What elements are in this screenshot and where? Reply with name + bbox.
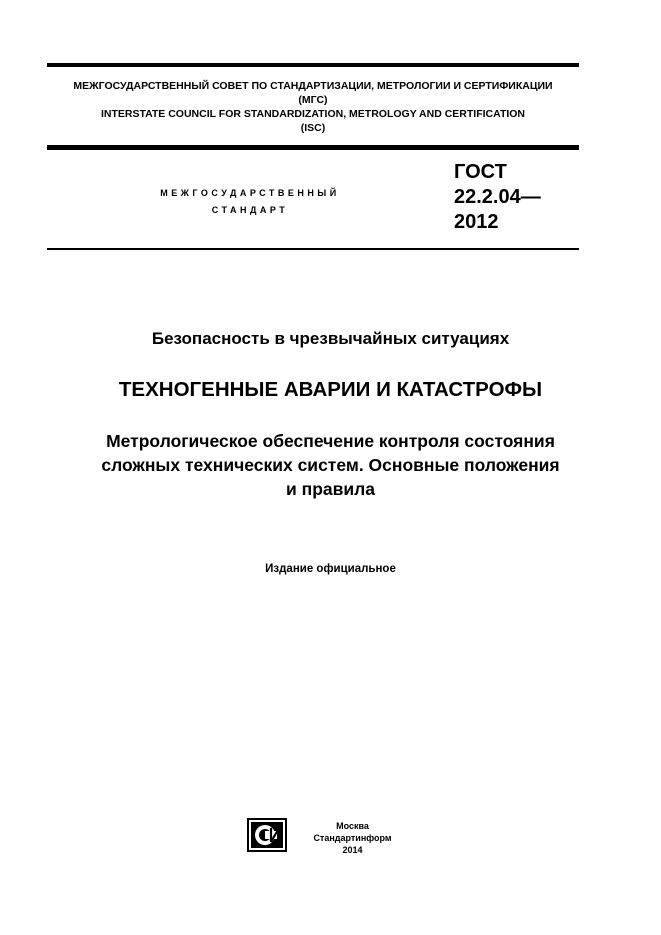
council-abbr-en: (ISC) — [300, 122, 326, 134]
top-rule — [47, 63, 579, 67]
designation-year: 2012 — [454, 211, 499, 233]
document-title: ТЕХНОГЕННЫЕ АВАРИИ И КАТАСТРОФЫ — [118, 378, 543, 401]
description-line3: и правила — [286, 479, 375, 499]
edition-label: Издание официальное — [265, 563, 396, 575]
standard-type-line2: СТАНДАРТ — [211, 205, 289, 215]
bottom-rule — [47, 248, 579, 250]
description-line2: сложных технических систем. Основные положения — [101, 455, 560, 475]
standard-type-line1: МЕЖГОСУДАРСТВЕННЫЙ — [160, 188, 340, 198]
publisher-year: 2014 — [342, 845, 363, 855]
council-abbr-ru: (МГС) — [298, 94, 328, 106]
council-header — [47, 79, 579, 135]
publisher-name: Стандартинформ — [313, 833, 392, 843]
publisher-block — [300, 820, 405, 856]
document-description — [40, 429, 621, 501]
standard-designation — [454, 160, 541, 235]
middle-rule — [47, 145, 579, 150]
designation-number: 22.2.04— — [454, 186, 541, 208]
designation-prefix: ГОСТ — [454, 161, 507, 183]
description-line1: Метрологическое обеспечение контроля состояния — [106, 431, 555, 451]
council-name-en: INTERSTATE COUNCIL FOR STANDARDIZATION, METROLOGY AND CERTIFICATION — [100, 108, 526, 120]
document-subtitle: Безопасность в чрезвычайных ситуациях — [151, 329, 510, 348]
publisher-city: Москва — [336, 821, 369, 831]
council-name-ru: МЕЖГОСУДАРСТВЕННЫЙ СОВЕТ ПО СТАНДАРТИЗАЦИИ, МЕТРОЛОГИИ И СЕРТИФИКАЦИИ — [73, 80, 553, 92]
standartinform-logo-icon — [247, 818, 287, 852]
